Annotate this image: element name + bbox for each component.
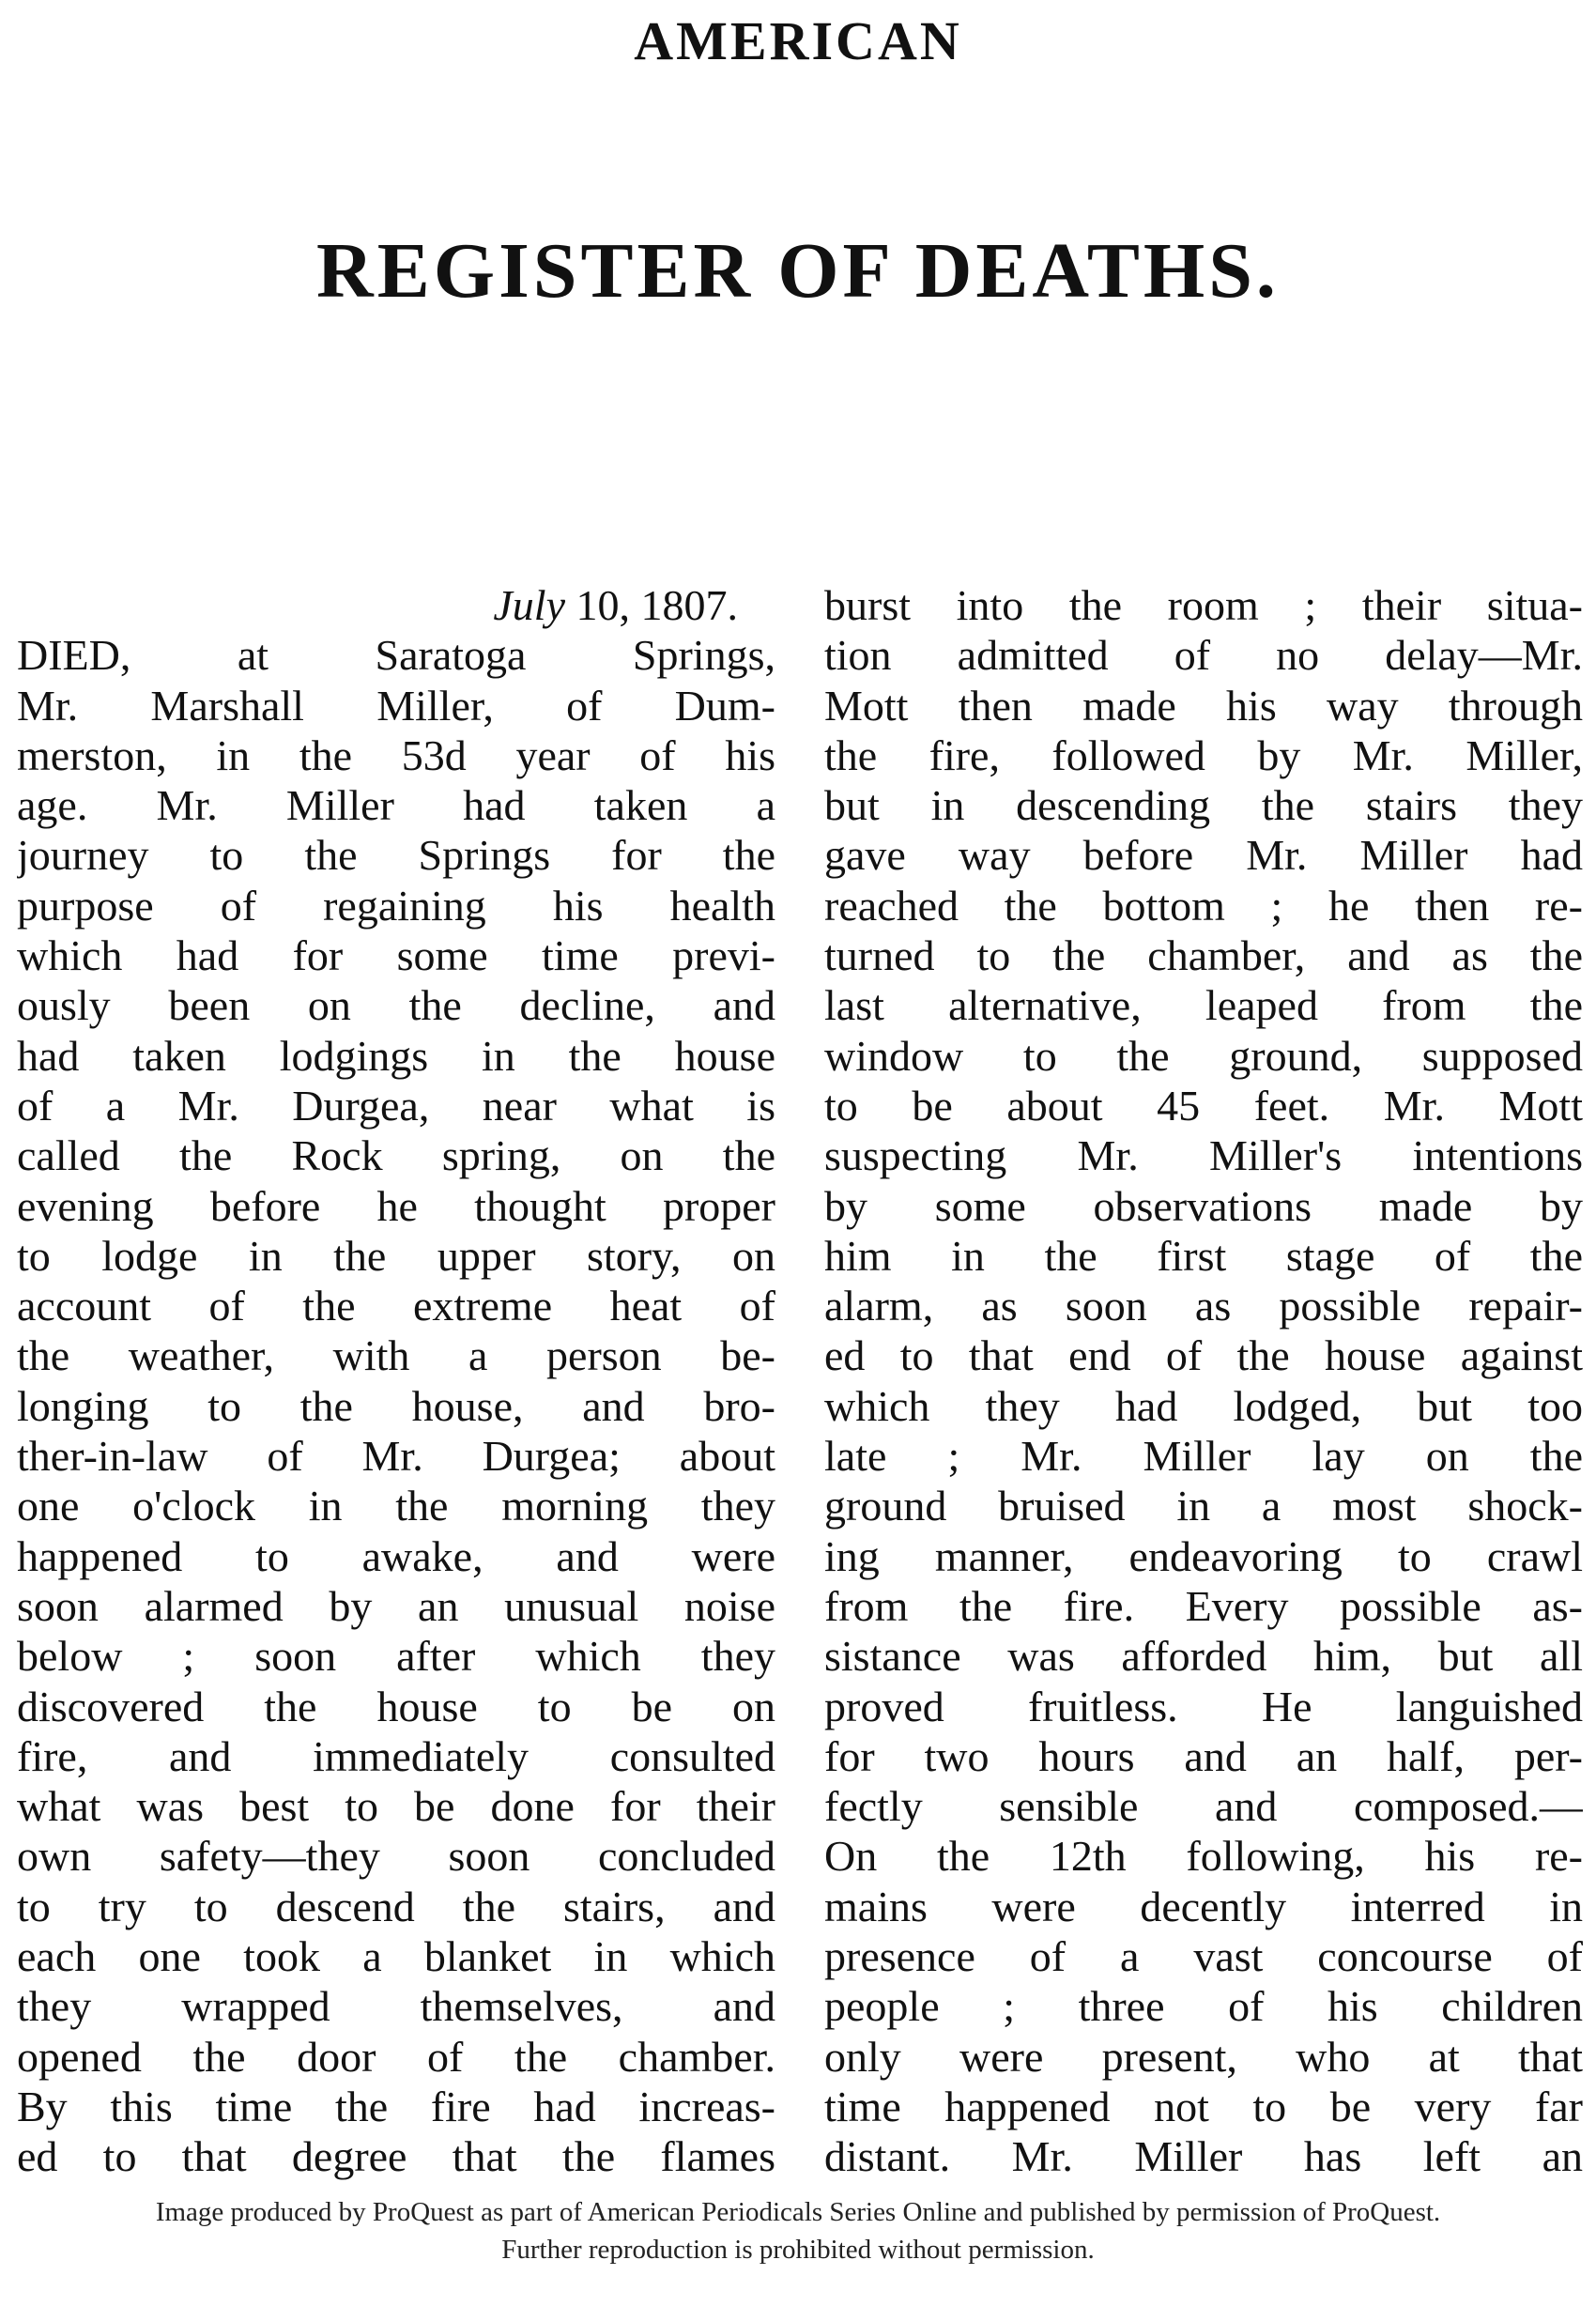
text-line: own safety—they soon concluded	[17, 1832, 775, 1881]
text-line: below ; soon after which they	[17, 1632, 775, 1681]
text-line: had taken lodgings in the house	[17, 1031, 775, 1080]
text-line: suspecting Mr. Miller's intentions	[824, 1131, 1583, 1180]
text-line: the fire, followed by Mr. Miller,	[824, 730, 1583, 779]
text-line: On the 12th following, his re-	[824, 1832, 1583, 1881]
right-column	[824, 580, 1583, 2182]
text-line: opened the door of the chamber.	[17, 2032, 775, 2081]
text-line: which they had lodged, but too	[824, 1381, 1583, 1430]
text-line: Mott then made his way through	[824, 681, 1583, 730]
text-line: each one took a blanket in which	[17, 1932, 775, 1981]
text-line: they wrapped themselves, and	[17, 1982, 775, 2031]
text-line: ously been on the decline, and	[17, 981, 775, 1030]
article-date	[17, 580, 775, 630]
text-line: ed to that end of the house against	[824, 1331, 1583, 1380]
text-line: for two hours and an half, per-	[824, 1731, 1583, 1780]
text-line: late ; Mr. Miller lay on the	[824, 1432, 1583, 1481]
text-line: to try to descend the stairs, and	[17, 1882, 775, 1930]
text-line: ground bruised in a most shock-	[824, 1482, 1583, 1530]
text-line: from the fire. Every possible as-	[824, 1581, 1583, 1630]
text-line: what was best to be done for their	[17, 1782, 775, 1831]
text-line: presence of a vast concourse of	[824, 1932, 1583, 1981]
text-line: By this time the fire had increas-	[17, 2082, 775, 2130]
text-line: fire, and immediately consulted	[17, 1731, 775, 1780]
text-line: soon alarmed by an unusual noise	[17, 1581, 775, 1630]
text-line: window to the ground, supposed	[824, 1031, 1583, 1080]
text-line: last alternative, leaped from the	[824, 981, 1583, 1030]
text-line: account of the extreme heat of	[17, 1282, 775, 1330]
text-line: discovered the house to be on	[17, 1682, 775, 1730]
text-line: ing manner, endeavoring to crawl	[824, 1531, 1583, 1580]
text-line: him in the first stage of the	[824, 1231, 1583, 1280]
text-line: DIED, at Saratoga Springs,	[17, 631, 775, 680]
article-date-rest: 10, 1807.	[575, 581, 738, 629]
copyright-notice: Image produced by ProQuest as part of American Periodicals Series Online and published by permission of ProQuest.	[155, 2197, 1441, 2227]
reproduction-notice: Further reproduction is prohibited without permission.	[501, 2235, 1095, 2265]
left-column	[17, 580, 775, 2182]
text-line: to lodge in the upper story, on	[17, 1231, 775, 1280]
text-line: time happened not to be very far	[824, 2082, 1583, 2130]
text-line: to be about 45 feet. Mr. Mott	[824, 1081, 1583, 1130]
text-line: happened to awake, and were	[17, 1531, 775, 1580]
text-line: tion admitted of no delay—Mr.	[824, 631, 1583, 680]
text-line: called the Rock spring, on the	[17, 1131, 775, 1180]
text-line: journey to the Springs for the	[17, 831, 775, 880]
text-line: turned to the chamber, and as the	[824, 931, 1583, 980]
text-line: alarm, as soon as possible repair-	[824, 1282, 1583, 1330]
text-line: but in descending the stairs they	[824, 781, 1583, 830]
text-line: by some observations made by	[824, 1181, 1583, 1230]
text-line: which had for some time previ-	[17, 931, 775, 980]
text-line: distant. Mr. Miller has left an	[824, 2132, 1583, 2181]
text-line: merston, in the 53d year of his	[17, 730, 775, 779]
text-line: longing to the house, and bro-	[17, 1381, 775, 1430]
text-line: the weather, with a person be-	[17, 1331, 775, 1380]
page-title: REGISTER OF DEATHS.	[316, 227, 1280, 315]
publication-kicker: AMERICAN	[634, 10, 962, 71]
text-line: purpose of regaining his health	[17, 881, 775, 930]
text-line: age. Mr. Miller had taken a	[17, 781, 775, 830]
text-line: burst into the room ; their situa-	[824, 581, 1583, 629]
text-line: fectly sensible and composed.—	[824, 1782, 1583, 1831]
text-line: of a Mr. Durgea, near what is	[17, 1081, 775, 1130]
text-line: only were present, who at that	[824, 2032, 1583, 2081]
text-line: Mr. Marshall Miller, of Dum-	[17, 681, 775, 730]
text-line: people ; three of his children	[824, 1982, 1583, 2031]
text-line: proved fruitless. He languished	[824, 1682, 1583, 1730]
text-line: mains were decently interred in	[824, 1882, 1583, 1930]
article-date-month: July	[493, 581, 565, 629]
text-line: gave way before Mr. Miller had	[824, 831, 1583, 880]
text-line: one o'clock in the morning they	[17, 1482, 775, 1530]
text-line: ther-in-law of Mr. Durgea; about	[17, 1432, 775, 1481]
text-line: ed to that degree that the flames	[17, 2132, 775, 2181]
text-line: reached the bottom ; he then re-	[824, 881, 1583, 930]
text-line: evening before he thought proper	[17, 1181, 775, 1230]
text-line: sistance was afforded him, but all	[824, 1632, 1583, 1681]
